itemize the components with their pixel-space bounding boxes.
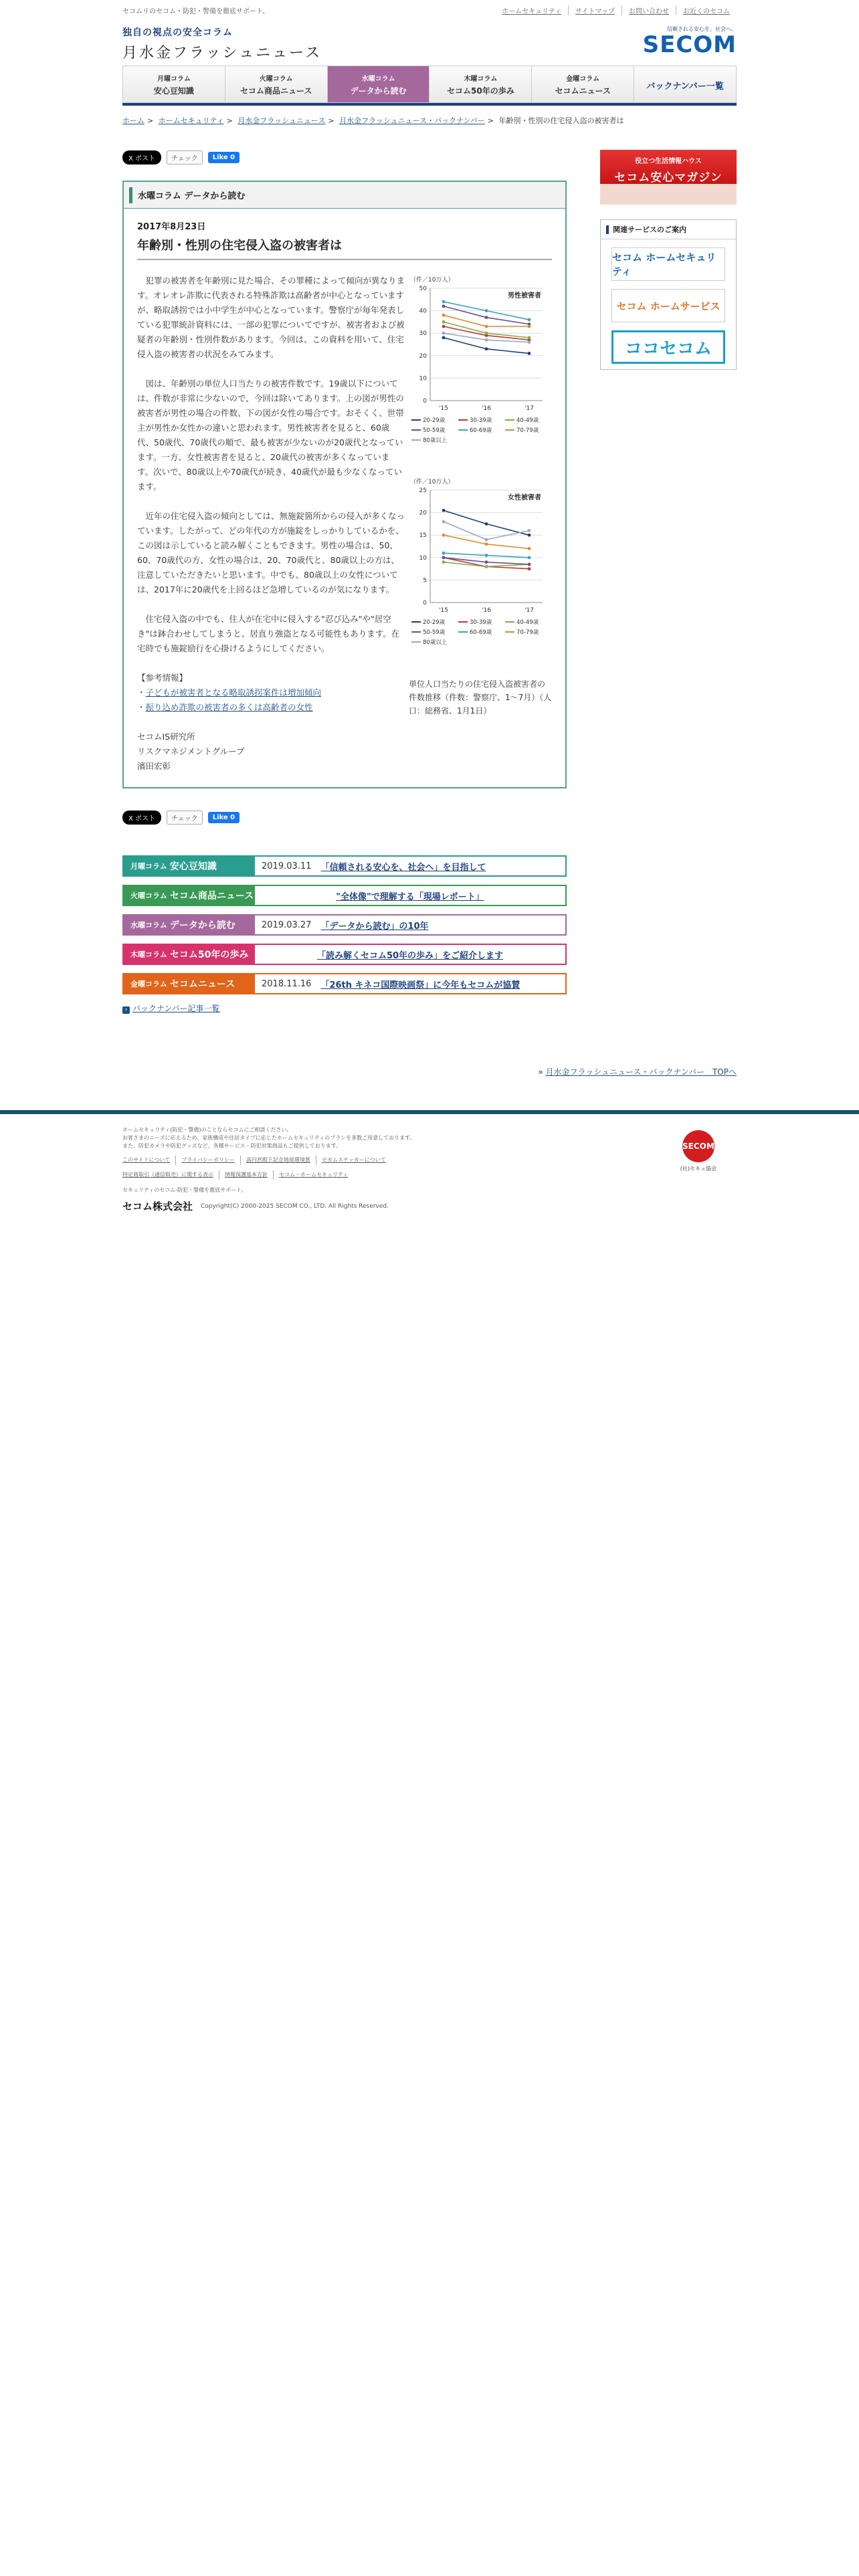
- footer-links: [122, 1156, 737, 1165]
- copyright: Copyright(C) 2000-2025 SECOM CO., LTD. All Rights Reserved.: [201, 1203, 389, 1210]
- reference-heading: 【参考情報】: [137, 673, 188, 683]
- chart-title: 男性被害者: [508, 292, 541, 300]
- services-heading: [601, 220, 736, 239]
- column-nav: [122, 66, 737, 106]
- reference-list: [137, 671, 405, 715]
- footer-link[interactable]: 情報保護基本方針: [219, 1170, 273, 1180]
- legend-label: 50-59歳: [423, 427, 446, 434]
- top-link-contact[interactable]: お問い合わせ: [622, 5, 676, 15]
- nav-day: 金曜コラム: [566, 75, 600, 83]
- column-label: 水曜コラム データから読む: [138, 191, 246, 201]
- related-columns: [122, 855, 567, 994]
- nav-name: データから読む: [350, 86, 407, 96]
- data-point: [485, 560, 488, 564]
- data-point: [442, 325, 446, 328]
- nav-day: 木曜コラム: [464, 75, 498, 83]
- related-content: [255, 916, 565, 934]
- related-label: [124, 974, 255, 993]
- series-line: [444, 535, 529, 548]
- header-accent-bar: [129, 187, 132, 203]
- y-tick-label: 40: [419, 308, 427, 315]
- nav-tab-friday[interactable]: [531, 66, 634, 103]
- service-coco-secom[interactable]: ココセコム: [611, 330, 725, 364]
- data-point: [485, 325, 488, 328]
- arrow-icon: ›: [122, 1006, 130, 1014]
- backnumber-list-link[interactable]: [122, 1002, 567, 1014]
- data-point: [528, 325, 531, 328]
- legend-label: 30-39歳: [470, 417, 492, 424]
- reference-link[interactable]: 子どもが被害者となる略取誘拐案件は増加傾向: [145, 687, 322, 697]
- privacy-mark[interactable]: [680, 1130, 717, 1173]
- related-content: [255, 886, 565, 905]
- banner-line-1: 役立つ生活情報ハウス: [635, 158, 702, 165]
- facebook-like-button[interactable]: Like 0: [208, 152, 240, 163]
- magazine-banner[interactable]: [600, 150, 737, 205]
- related-link[interactable]: 「26th キネコ国際映画祭」に今年もセコムが協賛: [320, 980, 520, 990]
- data-point: [442, 314, 446, 317]
- data-point: [485, 565, 488, 568]
- x-tick-label: '15: [439, 607, 448, 614]
- y-tick-label: 20: [419, 510, 427, 517]
- data-point: [528, 529, 531, 532]
- author-name: 濱田宏彰: [137, 761, 171, 771]
- data-point: [485, 338, 488, 342]
- service-home-service[interactable]: セコム ホームサービス: [611, 289, 725, 322]
- related-link[interactable]: 「読み解くセコム50年の歩み」をご紹介します: [316, 950, 504, 961]
- data-point: [528, 534, 531, 537]
- check-button[interactable]: チェック: [167, 150, 203, 165]
- legend-label: 50-59歳: [423, 629, 446, 636]
- related-date: 2019.03.11: [262, 861, 312, 871]
- privacy-mark-label: (社)セキュ協会: [680, 1166, 717, 1172]
- nav-name: セコム商品ニュース: [240, 86, 312, 96]
- top-link-home-security[interactable]: ホームセキュリティ: [502, 7, 562, 15]
- data-point: [442, 304, 446, 308]
- y-tick-label: 25: [419, 488, 427, 494]
- breadcrumb-flash-news[interactable]: 月水金フラッシュニュース: [237, 116, 326, 125]
- company-name: セコム株式会社: [122, 1200, 193, 1212]
- paragraph: 住宅侵入盗の中でも、住人が在宅中に侵入する"忍び込み"や"居空き"は鉢合わせしてしまうと、居直り強盗となる可能性もあります。在宅時でも施錠励行を心掛けるようにしてください。: [137, 614, 400, 653]
- legend-label: 20-29歳: [423, 619, 446, 626]
- footer-link[interactable]: プライバシーポリシー: [175, 1156, 240, 1165]
- paragraph: 図は、年齢別の単位人口当たりの被害件数です。19歳以下については、件数が非常に少ないので、今回は除いてあります。上の図が男性の被害者が男性の場合の件数、下の図が女性の場合です。おそくく、世帯主が男性か女性かの違いと思われます。男性被害者を見ると、60歳代、50歳代、70歳代の順で、最も被害が少ないのが20歳代となっています。一方、女性被害者を見ると、20歳代の被害が多くなっています。次いで、80歳以上や70歳代が続き、40歳代が最も少なくなっています。: [137, 379, 404, 492]
- data-point: [442, 332, 446, 335]
- nav-name: 安心豆知識: [153, 86, 194, 96]
- data-point: [485, 309, 488, 312]
- legend-label: 60-69歳: [470, 427, 492, 434]
- data-point: [485, 347, 488, 350]
- data-point: [485, 538, 488, 542]
- data-point: [528, 556, 531, 559]
- nav-name: セコムニュース: [555, 86, 611, 96]
- related-day: 火曜コラム: [130, 891, 167, 900]
- brand-subtitle: 独自の視点の安全コラム: [122, 27, 233, 38]
- y-tick-label: 10: [419, 375, 427, 383]
- privacy-mark-icon: SECOM: [682, 1130, 714, 1162]
- article-title: 年齢別・性別の住宅侵入盗の被害者は: [137, 236, 552, 260]
- paragraph: 近年の住宅侵入盗の傾向としては、無施錠箇所からの侵入が多くなっています。したがって、どの年代の方が施錠をしっかりしているかを、この図は示していると読み解くこともできます。男性の場合は、50、60、70歳代の方、女性の場合は、20、70歳代と、80歳以上の方は、注意していただきたいと思います。中でも、80歳以上の女性については、2017年に20歳代を上回るほど急増しているのが気になります。: [137, 511, 405, 595]
- y-tick-label: 10: [419, 554, 427, 562]
- y-tick-label: 15: [419, 532, 427, 540]
- breadcrumb-home[interactable]: ホーム: [122, 116, 145, 125]
- male-chart-svg: [409, 274, 552, 454]
- footer-links-2: [122, 1170, 737, 1180]
- nav-tab-thursday[interactable]: [429, 66, 531, 103]
- reference-item: ・振り込め詐欺の被害者の多くは高齢者の女性: [137, 702, 313, 712]
- legend-label: 70-79歳: [516, 629, 539, 636]
- data-point: [442, 552, 446, 555]
- data-point: [528, 340, 531, 344]
- x-tick-label: '16: [482, 607, 491, 614]
- footer-note: また、防犯カメラや防犯グッズなど、各種サービス・防犯対策商品もご提供しております。: [122, 1143, 341, 1149]
- footer-link[interactable]: このサイトについて: [122, 1157, 171, 1163]
- related-row: [122, 855, 567, 877]
- author-group: リスクマネジメントグループ: [137, 746, 245, 756]
- data-point: [485, 542, 488, 546]
- related-day: 水曜コラム: [130, 921, 167, 930]
- data-point: [442, 300, 446, 304]
- related-day: 月曜コラム: [130, 862, 167, 871]
- related-label: [124, 886, 255, 905]
- nav-tab-tuesday[interactable]: [225, 66, 327, 103]
- check-button[interactable]: チェック: [167, 811, 203, 825]
- breadcrumb-home-security[interactable]: ホームセキュリティ: [158, 116, 224, 125]
- breadcrumb-backnumber[interactable]: 月水金フラッシュニュース・バックナンバー: [339, 116, 485, 125]
- chart-caption: 単位人口当たりの住宅侵入盗被害者の件数推移（件数：警察庁、1～7月）（人口：総務省、1月1日）: [409, 679, 552, 716]
- reference-item: ・子どもが被害者となる略取誘拐案件は増加傾向: [137, 687, 322, 697]
- author-signature: [137, 730, 405, 774]
- nav-day: 火曜コラム: [259, 75, 293, 83]
- data-point: [485, 554, 488, 557]
- paragraph: 犯罪の被害者を年齢別に見た場合、その罪種によって傾向が異なります。オレオレ詐欺に代表される特殊詐欺は高齢者が中心となっていますが、略取誘拐では小中学生が中心となっています。警察庁が毎年発表している犯罪統計資料には、一部の犯罪についてですが、被害者および被疑者の年齢別・性別件数があります。今回は、この資料を用いて、住宅侵入盗の被害者の状況をみてみます。: [137, 276, 405, 359]
- data-point: [442, 534, 446, 537]
- related-name: 安心豆知識: [169, 861, 217, 872]
- data-point: [442, 509, 446, 512]
- data-point: [528, 352, 531, 355]
- related-row: [122, 944, 567, 965]
- arrow-icon: »: [538, 1067, 546, 1077]
- related-date: 2019.03.27: [262, 920, 312, 930]
- breadcrumb: ホーム > ホームセキュリティ > 月水金フラッシュニュース > 月水金フラッシュニュース・バックナンバー > 年齢別・性別の住宅侵入盗の被害者は: [122, 116, 624, 125]
- related-row: [122, 885, 567, 906]
- legend-label: 60-69歳: [470, 629, 492, 636]
- secom-logo-link[interactable]: [643, 25, 737, 57]
- y-tick-label: 0: [423, 600, 427, 607]
- footer-tagline: セキュリティのセコム-防犯・警備を徹底サポート。: [122, 1187, 247, 1193]
- logo-tagline: 信頼される安心を、社会へ。: [667, 26, 737, 32]
- footer-link[interactable]: 特定商取引（通信販売）に関する表示: [122, 1172, 213, 1178]
- facebook-like-button[interactable]: Like 0: [208, 812, 240, 823]
- legend-label: 70-79歳: [516, 427, 539, 434]
- related-name: セコム50年の歩み: [169, 950, 249, 960]
- top-link-nearby[interactable]: お近くのセコム: [676, 5, 737, 15]
- sidebar: [600, 150, 737, 1014]
- footer: [0, 1110, 859, 1230]
- x-tick-label: '17: [524, 405, 534, 412]
- banner-line-2: セコム安心マガジン: [614, 171, 723, 185]
- secom-logo: SECOM: [642, 31, 737, 58]
- social-buttons: [122, 150, 567, 165]
- data-point: [485, 522, 488, 526]
- related-name: セコムニュース: [169, 979, 235, 990]
- chart-unit-label: （件／10万人）: [410, 277, 454, 284]
- x-tick-label: '15: [439, 405, 448, 412]
- top-tagline: セコムリのセコム・防犯・警備を徹底サポート。: [122, 7, 270, 15]
- data-point: [442, 336, 446, 340]
- footer-link[interactable]: セコム・ホームセキュリティ: [273, 1170, 353, 1180]
- related-row: [122, 973, 567, 994]
- nav-tab-monday[interactable]: [122, 66, 225, 103]
- article-text: [137, 274, 405, 774]
- related-content: [255, 945, 565, 964]
- y-tick-label: 50: [419, 286, 427, 292]
- footer-note: お客さまのニーズに応えるため、家族構成や住居タイプに応じたホームセキュリティのプランを多数ご用意しております。: [122, 1135, 415, 1141]
- nav-tab-wednesday[interactable]: [327, 66, 430, 103]
- legend-label: 80歳以上: [423, 437, 448, 444]
- nav-name: セコム50年の歩み: [447, 86, 514, 96]
- footer-link[interactable]: ゼカムステッカーについて: [316, 1156, 391, 1165]
- data-point: [528, 336, 531, 340]
- footer-note: ホームセキュリティ(防犯・警備)のことならセコムにご相談ください。: [122, 1127, 292, 1133]
- related-link[interactable]: 「信頼される安心を、社会へ」を目指して: [320, 862, 486, 873]
- related-label: [124, 916, 255, 934]
- breadcrumb-current: 年齢別・性別の住宅侵入盗の被害者は: [498, 116, 624, 125]
- data-point: [528, 567, 531, 570]
- chart-unit-label: （件／10万人）: [410, 479, 454, 486]
- nav-name: バックナンバー一覧: [646, 82, 724, 92]
- article-date: 2017年8月23日: [137, 222, 206, 232]
- x-post-button[interactable]: X ポスト: [122, 150, 161, 165]
- related-label: [124, 857, 255, 875]
- legend-label: 80歳以上: [423, 639, 448, 646]
- nav-day: 月曜コラム: [157, 75, 191, 83]
- x-tick-label: '16: [482, 405, 491, 412]
- chart-title: 女性被害者: [508, 494, 541, 502]
- y-tick-label: 30: [419, 330, 427, 338]
- data-point: [442, 320, 446, 324]
- male-victims-chart: [409, 274, 552, 457]
- related-day: 金曜コラム: [130, 980, 167, 988]
- y-tick-label: 5: [423, 577, 427, 584]
- service-home-security[interactable]: セコム ホームセキュリティ: [611, 247, 725, 281]
- y-tick-label: 0: [423, 398, 427, 405]
- backnumber-list-text[interactable]: バックナンバー記事一覧: [132, 1004, 220, 1013]
- related-link[interactable]: 「データから読む」の10年: [320, 921, 429, 932]
- data-point: [528, 547, 531, 550]
- related-day: 木曜コラム: [130, 950, 167, 959]
- x-tick-label: '17: [524, 607, 534, 614]
- backnumber-top-link[interactable]: [122, 1066, 737, 1077]
- data-point: [442, 520, 446, 524]
- related-content: [255, 857, 565, 875]
- author-org: セコムIS研究所: [137, 732, 195, 742]
- related-name: データから読む: [169, 920, 235, 931]
- related-content: [255, 974, 565, 993]
- social-buttons-bottom: [122, 810, 567, 825]
- top-links: [495, 5, 737, 15]
- backnumber-top-text[interactable]: 月水金フラッシュニュース・バックナンバー TOPへ: [545, 1067, 737, 1077]
- female-victims-chart: [409, 475, 552, 659]
- data-point: [528, 318, 531, 322]
- data-point: [528, 562, 531, 566]
- brand-title[interactable]: 月水金フラッシュニュース: [122, 45, 322, 62]
- data-point: [485, 332, 488, 335]
- female-chart-svg: [409, 475, 552, 656]
- data-point: [442, 556, 446, 559]
- legend-label: 20-29歳: [423, 417, 446, 424]
- chart-column: [409, 274, 552, 774]
- related-link[interactable]: "全体像"で理解する「現場レポート」: [336, 891, 484, 902]
- related-row: [122, 914, 567, 936]
- article: [122, 181, 567, 788]
- related-date: 2018.11.16: [262, 978, 312, 989]
- legend-label: 40-49歳: [516, 619, 539, 626]
- footer-link[interactable]: 高円宮殿下記念地球環境賞: [240, 1156, 316, 1165]
- heading-accent-bar: [606, 225, 609, 234]
- series-line: [444, 306, 529, 324]
- data-point: [485, 316, 488, 319]
- y-tick-label: 20: [419, 352, 427, 360]
- related-label: [124, 945, 255, 964]
- article-header: [124, 182, 565, 209]
- related-name: セコム商品ニュース: [169, 891, 254, 901]
- x-post-button[interactable]: X ポスト: [122, 811, 161, 825]
- related-services-box: [600, 219, 737, 370]
- nav-day: 水曜コラム: [361, 75, 395, 83]
- top-link-sitemap[interactable]: サイトマップ: [568, 5, 622, 15]
- reference-link[interactable]: 振り込め詐欺の被害者の多くは高齢者の女性: [145, 702, 313, 712]
- legend-label: 40-49歳: [516, 417, 539, 424]
- services-heading-text: 関連サービスのご案内: [613, 225, 686, 234]
- nav-tab-backnumber[interactable]: [634, 66, 737, 103]
- legend-label: 30-39歳: [470, 619, 492, 626]
- data-point: [442, 560, 446, 564]
